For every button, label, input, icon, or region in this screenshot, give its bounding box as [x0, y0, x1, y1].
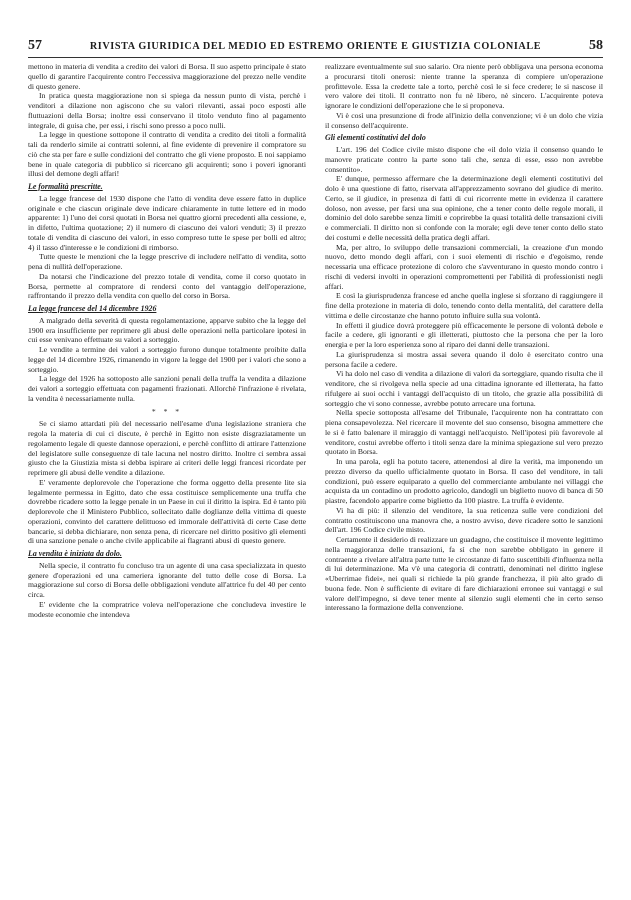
page-number-left: 57	[28, 38, 42, 53]
paragraph: E' dunque, permesso affermare che la determinazione degli elementi costitutivi del dolo è una questione di fatto, riservata all'apprezzamento sovrano del giudice di merito. Certo, se il giudice, in presenza di fatti di cui ricorrente mette in evidenza il carattere doloso, non avesse, per farsi una sua opinione, che a tener conto delle regole morali, il dominio del dolo sarebbe senza limiti e coprirebbe la quasi totalità delle transazioni civili e commerciali. Il diritto non si confonde con la morale; egli deve tener conto dello stato dei costumi e delle necessità della pratica degli affari.	[325, 174, 603, 242]
header-rule	[28, 57, 603, 58]
paragraph: Ma, per altro, lo sviluppo delle transazioni commerciali, la creazione d'un mondo nuovo, detto mondo degli affari, con i suoi elementi di rischio e d'egoismo, rende necessaria una efficace protezione di coloro che s'avventurano in questo mondo contro i rischi di vedersi involti in operazioni compromettenti per l'abilità di professionisti negli affari.	[325, 242, 603, 291]
paragraph: E' evidente che la compratrice volevа nell'operazione che concludeva investire le modeste economie che intendeva	[28, 599, 306, 619]
left-column	[28, 62, 306, 882]
paragraph: Vi è così una presunzione di frode all'inizio della convenzione; vi è un dolo che vizia il consenso dell'acquirente.	[325, 110, 603, 130]
paragraph: realizzare eventualmente sul suo salario. Ora niente però obbligava una persona economa a procurarsi titoli onerosi: niente tranne la speranza di compiere un'operazione profittevole. Essa la credette tale a torto, perchè così le si fece credere; le si nascose il vero valore dei titoli. Il contratto non fu nè libero, nè sincero. L'acquirente poteva ignorare le condizioni dell'operazione che le si proponeva.	[325, 62, 603, 110]
section-heading	[28, 304, 306, 314]
section-separator: * * *	[151, 406, 183, 416]
paragraph: In una parola, egli ha potuto tacere, attenendosi al dire la verità, ma imponendo un prezzo diverso da quello ufficialmente quotato in Borsa. Il caso del venditore, in tali condizioni, può essere equiparato a quello del commerciante ambulante nei villaggi che acquista da un contadino un prodotto agricolo, dandogli un biglietto nuovo di banca di 50 piastre, facendolo apparire come biglietto da 100 piastre. La truffa è evidente.	[325, 457, 603, 505]
right-column	[325, 62, 603, 882]
paragraph: A malgrado della severità di questa regolamentazione, apparve subito che la legge del 1900 era insufficiente per reprimere gli abusi delle operazioni nella particolare ipotesi in cui esse venivano effettuate su valori a sorteggio.	[28, 315, 306, 345]
paragraph: Nella specie, il contratto fu concluso tra un agente di una casa specializzata in questo genere d'operazioni ed una cameriera ignorante del tutto delle cose di Borsa. La maggiorazione sul corso di Borsa delle obbligazioni vendute all'attrice fu del 40 per cento circa.	[28, 560, 306, 599]
paragraph: mettono in materia di vendita a credito dei valori di Borsa. Il suo aspetto principale è stato quello di garantire l'acquirente contro l'eccessiva maggiorazione del prezzo nelle vendite di questo genere.	[28, 62, 306, 91]
paragraph: Tutte queste le menzioni che la legge prescrive di includere nell'atto di vendita, sotto pena di nullità dell'operazione.	[28, 252, 306, 271]
running-title: RIVISTA GIURIDICA DEL MEDIO ED ESTREMO ORIENTE E GIUSTIZIA COLONIALE	[89, 41, 542, 52]
paragraph: In effetti il giudice dovrà proteggere più efficacemente le persone di volontà debole e facile a cedere, gli ignoranti e gli illetterati, piuttosto che la persona che per la loro energia e per la loro esperienza sono al riparo dei danni delle transazioni.	[325, 320, 603, 349]
paragraph: L'art. 196 del Codice civile misto dispone che «il dolo vizia il consenso quando le manovre praticate contro la parte sono tali che, senza di esse, esso non avrebbe consentito».	[325, 145, 603, 174]
paragraph: Certamente il desiderio di realizzare un guadagno, che costituisce il movente legittimo nella maggioranza delle transazioni, fa sì che non sarebbe obbligato in genere il contraente a rivelare all'altra parte tutte le circostanze di fatto suscettibili d'influenza nella di lui determinazione. Ma v'è una categoria di contratti, denominati nel diritto inglese «Uberrimae fidei», nei quali si richiede la più grande franchezza, il più alto grado di buona fede. Non è sufficiente di evitare di fare dichiarazioni erronee sui vantaggi e sul valore dell'impegno, si deve tener mente al silenzio sugli elementi che in certo senso interessano la formazione della convenzione.	[325, 535, 603, 613]
paragraph: In pratica questa maggiorazione non si spiega da nessun punto di vista, perchè i venditori a dilazione non agiscono che su valori rilevanti, assai poco esposti alle fluttuazioni della Borsa; inoltre essi conservano il titolo venduto fino al pagamento integrale, di guisa che, per essi, i rischi sono presso a poco nulli.	[28, 91, 306, 130]
section-heading-text: Le formalità prescritte.	[28, 182, 103, 191]
section-heading-text: La vendita è iniziata da dolo.	[28, 549, 122, 558]
paragraph: Se ci siamo attardati più del necessario nell'esame d'una legislazione straniera che regola la materia di cui ci discute, è perchè in Egitto non esiste disgraziatamente un regolamento legale di queste dannose operazioni, e perchè conflitto di attirare l'attenzione del legislatore sulle conseguenze di tale lacuna nel nostro diritto. Inoltre ci sembra assai giusto che la Giustizia mista si debba ispirare ai criteri delle leggi francesi ricordate per reprimere gli abusi delle vendite a dilazione.	[28, 419, 306, 477]
paragraph: Nella specie sottoposta all'esame del Tribunale, l'acquirente non ha contrattato con piena consapevolezza. Nel ricercare il movente del suo consenso, bisogna ammettere che le si è fatto balenare il miraggio di vantaggi nell'acquisto. Nell'ipotesi più favorevole al venditore, costui avrebbe offerto i titoli senza dare la minima spiegazione sul vero prezzo quotato in Borsa.	[325, 408, 603, 457]
paragraph: Vi ha dolo nel caso di vendita a dilazione di valori da sorteggiare, quando risulta che il venditore, che si rivolgeva nella specie ad una cittadina ignorante ed illetterata, ha fatto rifulgere ai suoi occhi i vantaggi dell'acquisto di un titolo, che grazie alla possibilità di sorteggio che vi sono connesse, avrebbe potuto arrecare una fortuna.	[325, 369, 603, 408]
paragraph: La legge in questione sottopone il contratto di vendita a credito dei titoli a formalità tali da renderlo simile ai contratti solenni, al fine evidente di prevenire il compratore su ciò che sta per fare e sulle condizioni del contratto che gli viene proposto. E noi sappiamo bene in quale categoria di pubblico si ricercano gli acquirenti; sono i poveri ignoranti illusi del demone degli affari!	[28, 130, 306, 179]
paragraph: La legge del 1926 ha sottoposto alle sanzioni penali della truffa la vendita a dilazione dei valori a sorteggio effettuata con pagamenti frazionati. Allorchè l'infrazione è rivelata, la vendita è necessariamente nulla.	[28, 374, 306, 403]
paragraph: Le vendite a termine dei valori a sorteggio furono dunque totalmente proibite dalla legge del 14 dicembre 1926, rimanendo in vigore la legge del 1900 per i valori che sono a sorteggio.	[28, 345, 306, 374]
paragraph: E' veramente deplorevole che l'operazione che forma oggetto della presente lite sia legalmente permessa in Egitto, dato che essa costituisce semplicemente una truffa che dovrebbe ricadere sotto la legge penale in un Paese in cui il diritto la ispira. Ed è tanto più deplorevole che il Ministero Pubblico, sollecitato dalle doglianze della vittima di queste operazioni, convinto del carattere delittuoso ed immorale dell'attività di certe Case dette bancarie, si debba dichiarare, non senza pena, di ricercare nel diritto positivo gli elementi di una sanzione penale o anche civile applicabile ai flagranti abusi di questo genere.	[28, 477, 306, 546]
paragraph: Vi ha di più: il silenzio del venditore, la sua reticenza sulle vere condizioni del contratto costituiscono una manovra che, a nostro avviso, deve ricadere sotto le sanzioni dell'art. 196 Codice civile misto.	[325, 505, 603, 535]
section-heading	[28, 549, 306, 559]
paragraph: La giurisprudenza si mostra assai severa quando il dolo è esercitato contro una persona facile a cedere.	[325, 349, 603, 369]
paragraph: E così la giurisprudenza francese ed anche quella inglese si sforzano di raggiungere il fine della protezione in materia di dolo, tenendo conto della mentalità, del carattere della vittima e delle circostanze che hanno potuto influire sulla sua volontà.	[325, 291, 603, 320]
section-heading	[28, 182, 306, 192]
running-header	[28, 38, 603, 54]
section-heading-text: La legge francese del 14 dicembre 1926	[28, 304, 157, 313]
page-number-right: 58	[588, 38, 603, 53]
section-heading: Gli elementi costitutivi del dolo	[325, 133, 426, 143]
paragraph: Da notarsi che l'indicazione del prezzo totale di vendita, come il corso quotato in Borsa, permette al compratore di rendersi conto del vantaggio dell'operazione, raffrontando il prezzo della vendita con quello del corso in Borsa.	[28, 271, 306, 301]
paragraph: La legge francese del 1930 dispone che l'atto di vendita deve essere fatto in duplice originale e che ciascun originale deve indicare chiaramente in tutte lettere ed in modo apparente: 1) l'uno dei corsi quotati in Borsa nei quattro giorni precedenti alla cessione, e, in difetto, l'ultima quotazione; 2) il numero di ciascuno dei valori venduti; 3) il prezzo totale di vendita di ciascuno dei valori, in esso compreso tutte le spese per bolli ed altro; 4) il tasso d'interesse e le condizioni di rimborso.	[28, 193, 306, 252]
